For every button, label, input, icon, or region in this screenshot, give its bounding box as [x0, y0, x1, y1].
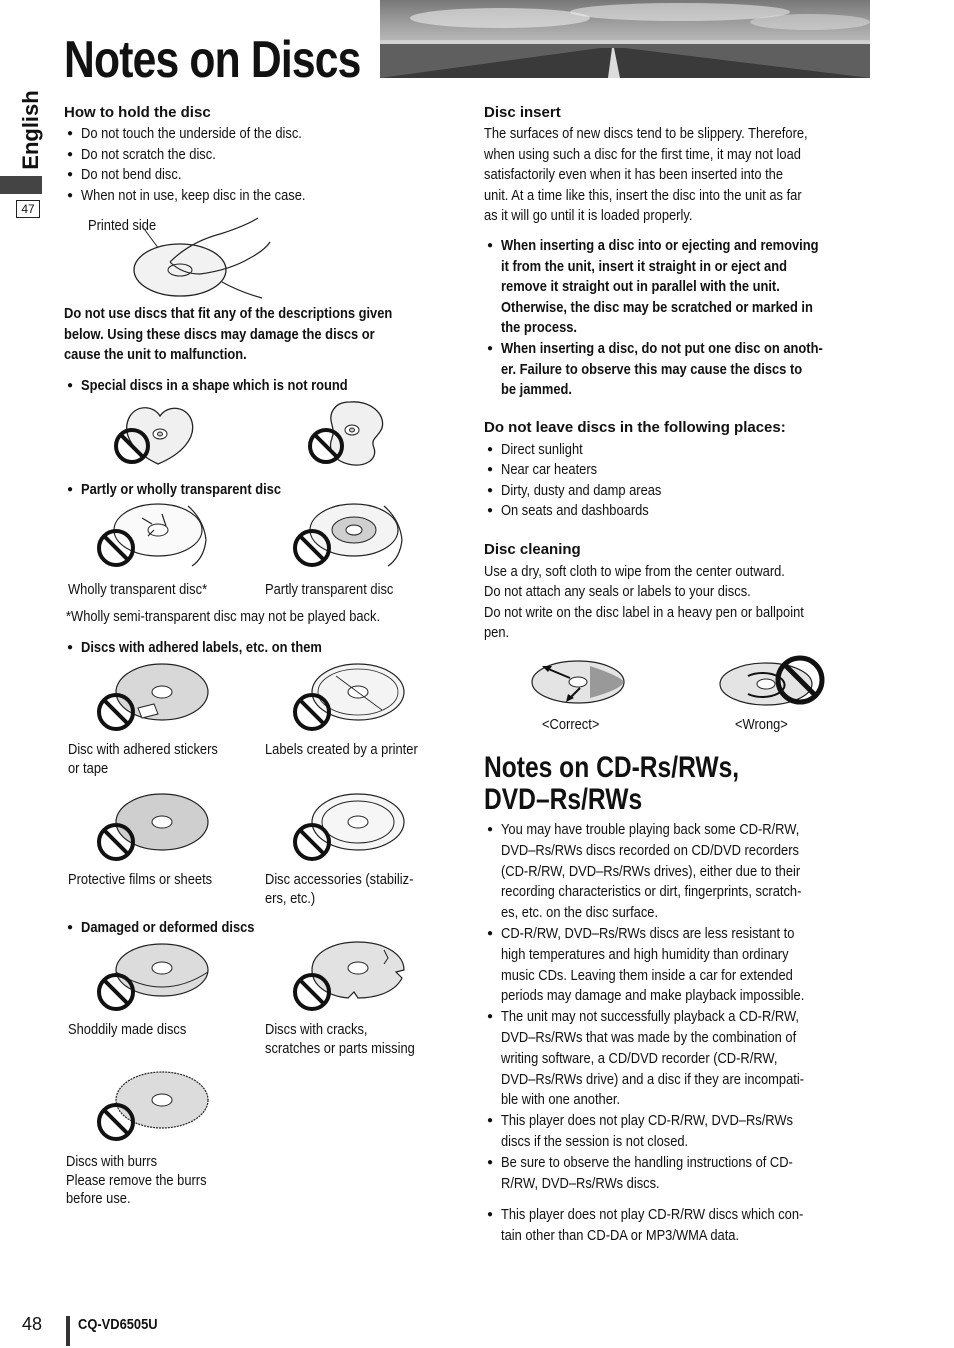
insert-b2-line-1: When inserting a disc, do not put one disc on anoth- [501, 339, 823, 357]
caption-stickers [68, 740, 242, 778]
note-semi-transparent: *Wholly semi-transparent disc may not be played back. [66, 608, 381, 625]
places-list [484, 440, 874, 521]
cdr-b3-line-4: DVD–Rs/RWs drive) and a disc if they are incompati- [501, 1070, 805, 1088]
cracked-disc-illustration [288, 938, 408, 1016]
insert-b1-line-1: When inserting a disc into or ejecting and removing [501, 237, 819, 254]
cleaning-line-2: Do not attach any seals or labels to your discs. [484, 583, 751, 601]
places-heading: Do not leave discs in the following places: [484, 419, 786, 436]
printed-side-label: Printed side [88, 217, 157, 234]
wrong-wiping-illustration [718, 654, 828, 710]
insert-line-5: as it will go until it is loaded properly. [484, 207, 693, 225]
insert-b2-line-2: er. Failure to observe this may cause the discs to [501, 360, 803, 378]
cdr-b3-line-2: DVD–Rs/RWs that was made by the combination of [501, 1028, 797, 1046]
caption-accessories-line-1: Disc accessories (stabiliz- [265, 871, 414, 888]
correct-wiping-illustration [530, 658, 630, 706]
category-transparent [64, 480, 314, 500]
model-number: CQ-VD6505U [78, 1316, 158, 1333]
cdr-b6-line-1: This player does not play CD-R/RW discs which con- [501, 1206, 804, 1224]
cdr-b2-line-1: CD-R/RW, DVD–Rs/RWs discs are less resistant to [501, 924, 795, 942]
insert-b1-line-5: the process. [501, 319, 578, 337]
caption-burrs-line-3: before use. [66, 1190, 131, 1207]
category-shape-label: Special discs in a shape which is not round [81, 377, 348, 394]
footer-divider [66, 1316, 70, 1346]
insert-line-1: The surfaces of new discs tend to be slippery. Therefore, [484, 125, 808, 142]
caption-protective-films: Protective films or sheets [68, 871, 213, 888]
section-title-line-2: DVD–Rs/RWs [484, 783, 643, 816]
caption-cracks-line-2: scratches or parts missing [265, 1040, 415, 1057]
cleaning-heading: Disc cleaning [484, 541, 581, 558]
cleaning-line-3: Do not write on the disc label in a heavy pen or ballpoint [484, 603, 804, 621]
hold-bullet-2: Do not scratch the disc. [81, 145, 216, 163]
caption-burrs [66, 1153, 229, 1209]
category-labels-label: Discs with adhered labels, etc. on them [81, 639, 322, 656]
page-title: Notes on Discs [64, 31, 361, 89]
cleaning-line-1: Use a dry, soft cloth to wipe from the center outward. [484, 563, 785, 580]
cdr-bullets [484, 820, 874, 1247]
wholly-transparent-disc-illustration [92, 500, 212, 580]
cdr-b1-line-5: es, etc. on the disc surface. [501, 904, 659, 922]
insert-line-4: unit. At a time like this, insert the disc into the unit as far [484, 186, 802, 204]
disc-with-burrs-illustration [92, 1068, 212, 1148]
cdr-b1-line-4: recording characteristics or dirt, fingerprints, scratch- [501, 883, 802, 901]
cdr-b3-line-3: writing software, a CD/DVD recorder (CD-R/RW, [501, 1049, 778, 1067]
place-4: On seats and dashboards [501, 501, 649, 519]
place-1: Direct sunlight [501, 441, 583, 458]
insert-heading: Disc insert [484, 104, 561, 121]
caption-printer-labels: Labels created by a printer [265, 741, 418, 758]
disc-with-accessory-ring-illustration [288, 790, 408, 866]
cdr-b4-line-1: This player does not play CD-R/RW, DVD–Rs/RWs [501, 1112, 794, 1130]
cdr-b2-line-4: periods may damage and make playback impossible. [501, 987, 805, 1005]
caption-correct: <Correct> [542, 716, 600, 733]
road-illustration [380, 0, 870, 78]
place-2: Near car heaters [501, 461, 598, 479]
category-labels [64, 638, 361, 658]
category-damaged [64, 918, 283, 938]
caption-wholly-transparent: Wholly transparent disc* [68, 581, 208, 598]
caption-shoddy: Shoddily made discs [68, 1021, 187, 1038]
caption-partly-transparent: Partly transparent disc [265, 581, 394, 598]
language-tab-bar [0, 176, 42, 194]
insert-b1-line-3: remove it straight out in parallel with the unit. [501, 278, 780, 296]
insert-b2-line-3: be jammed. [501, 381, 572, 399]
warning-text [64, 304, 504, 366]
cleaning-line-4: pen. [484, 623, 510, 641]
irregular-shaped-disc-illustration [300, 398, 390, 470]
insert-b1-line-4: Otherwise, the disc may be scratched or marked in [501, 298, 813, 316]
caption-cracks-line-1: Discs with cracks, [265, 1021, 368, 1038]
cdr-b3-line-1: The unit may not successfully playback a CD-R/RW, [501, 1008, 800, 1026]
place-3: Dirty, dusty and damp areas [501, 481, 662, 499]
hold-bullet-4: When not in use, keep disc in the case. [81, 186, 306, 204]
insert-line-2: when using such a disc for the first time, it may not load [484, 145, 801, 163]
warning-line-3: cause the unit to malfunction. [64, 346, 247, 364]
cdr-b2-line-2: high temperatures and high humidity than ordinary [501, 945, 789, 963]
hold-bullets [64, 124, 444, 206]
disc-with-printer-label-illustration [288, 660, 408, 736]
hold-bullet-3: Do not bend disc. [81, 166, 182, 184]
warning-line-2: below. Using these discs may damage the discs or [64, 325, 375, 343]
hold-bullet-1: Do not touch the underside of the disc. [81, 125, 302, 142]
warning-line-1: Do not use discs that fit any of the descriptions given [64, 305, 393, 322]
cdr-b1-line-3: (CD-R/RW, DVD–Rs/RWs drives), either due to their [501, 862, 801, 880]
caption-cracks [265, 1020, 439, 1058]
cdr-b3-line-5: ble with one another. [501, 1091, 621, 1109]
caption-burrs-line-2: Please remove the burrs [66, 1171, 207, 1189]
insert-b1-line-2: it from the unit, insert it straight in or eject and [501, 257, 787, 275]
cdr-b4-line-2: discs if the session is not closed. [501, 1132, 689, 1150]
language-tab [16, 88, 46, 172]
cdr-b6-line-2: tain other than CD-DA or MP3/WMA data. [501, 1227, 740, 1245]
category-damaged-label: Damaged or deformed discs [81, 919, 255, 936]
caption-stickers-line-1: Disc with adhered stickers [68, 741, 218, 758]
heart-shaped-disc-illustration [108, 400, 198, 470]
caption-accessories [265, 870, 438, 908]
disc-with-stickers-illustration [92, 660, 212, 736]
cdr-b2-line-3: music CDs. Leaving them inside a car for extended [501, 966, 793, 984]
header-banner-image [380, 0, 870, 78]
caption-stickers-line-2: or tape [68, 760, 109, 777]
hold-heading: How to hold the disc [64, 104, 211, 121]
section-title-line-1: Notes on CD-Rs/RWs, [484, 751, 740, 784]
cleaning-paragraph [484, 562, 874, 643]
language-label: English [18, 90, 43, 170]
insert-paragraph [484, 124, 874, 227]
insert-line-3: satisfactorily even when it has been inserted into the [484, 166, 784, 184]
section-title-cdr [484, 752, 878, 816]
page-number: 48 [22, 1314, 43, 1334]
cdr-b1-line-2: DVD–Rs/RWs discs recorded on CD/DVD recorders [501, 841, 799, 859]
category-transparent-label: Partly or wholly transparent disc [81, 481, 282, 498]
category-shape [64, 376, 391, 396]
hand-holding-disc-illustration [130, 212, 280, 302]
cdr-b1-line-1: You may have trouble playing back some CD-R/RW, [501, 821, 800, 838]
disc-with-protective-film-illustration [92, 790, 212, 866]
side-page-box: 47 [16, 200, 40, 218]
caption-accessories-line-2: ers, etc.) [265, 890, 316, 907]
caption-burrs-line-1: Discs with burrs [66, 1153, 158, 1170]
insert-bullets [484, 236, 874, 401]
cdr-b5-line-2: R/RW, DVD–Rs/RWs discs. [501, 1174, 660, 1192]
partly-transparent-disc-illustration [288, 500, 408, 580]
caption-wrong: <Wrong> [735, 716, 788, 733]
cdr-b5-line-1: Be sure to observe the handling instructions of CD- [501, 1153, 793, 1171]
shoddy-disc-illustration [92, 940, 212, 1016]
